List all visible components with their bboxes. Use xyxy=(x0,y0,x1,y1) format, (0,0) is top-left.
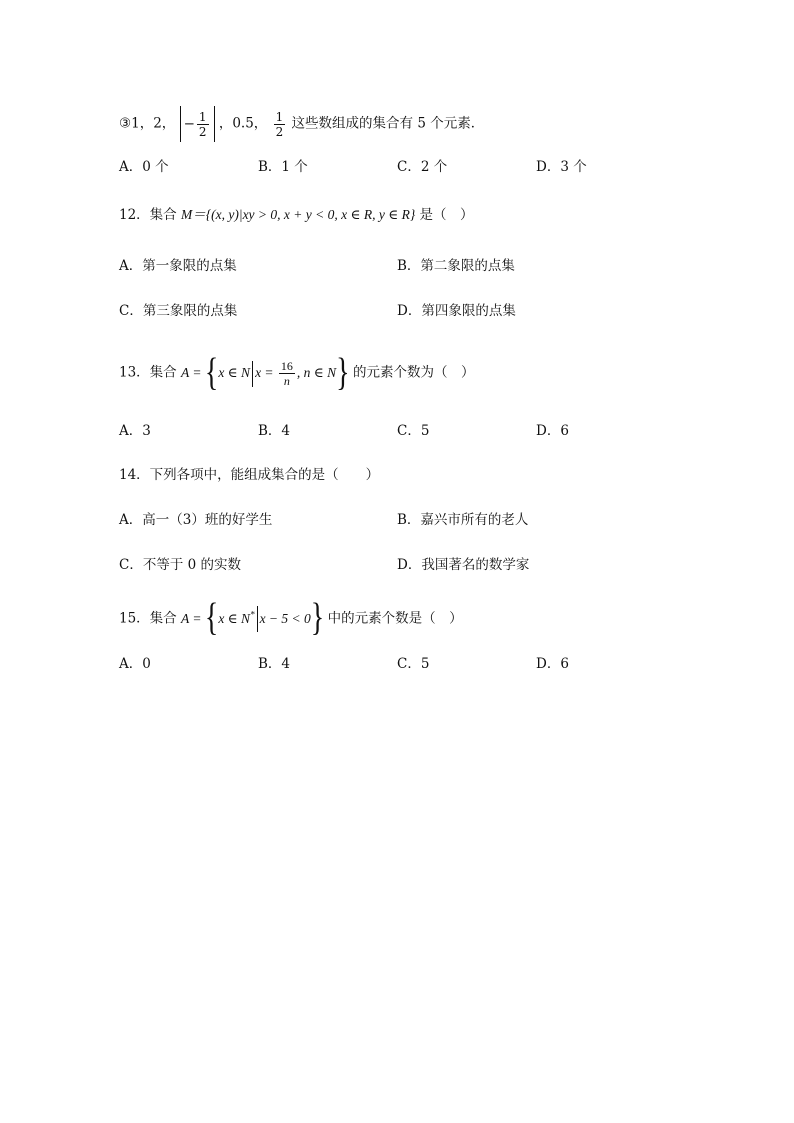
q15-option-c: C．5 xyxy=(397,656,430,672)
set-builder-bar xyxy=(252,361,253,387)
q12-stem xyxy=(119,205,474,225)
q15-suffix: 中的元素个数是（ ） xyxy=(327,610,463,627)
left-brace: { xyxy=(204,351,219,395)
q13-option-b: B．4 xyxy=(258,423,291,439)
q11-option-c: C．2 个 xyxy=(397,159,448,175)
right-brace: } xyxy=(336,351,350,395)
q15-option-d: D．6 xyxy=(536,656,569,672)
q15-option-b: B．4 xyxy=(258,656,291,672)
q13-prefix: 13．集合 xyxy=(119,364,177,381)
q13-option-c: C．5 xyxy=(397,423,430,439)
q14-stem: 14．下列各项中，能组成集合的是（ ） xyxy=(119,467,380,483)
q13-set-expression: A = {x ∈ N x = $\frac{16}{n}$ , n ∈ N} xyxy=(180,351,350,395)
q11-suffix: 这些数组成的集合有 5 个元素． xyxy=(291,115,485,132)
right-brace: } xyxy=(310,597,325,641)
set-builder-bar xyxy=(257,606,258,632)
q11-statement-3 xyxy=(119,106,484,142)
q11-prefix: ③1，2， xyxy=(119,115,176,132)
q12-option-a: A．第一象限的点集 xyxy=(119,258,237,274)
q13-option-d: D．6 xyxy=(536,423,569,439)
q15-set-expression: A = {x ∈ N* x − 5 < 0} xyxy=(180,597,325,641)
q11-mid: ，0.5， xyxy=(218,115,268,132)
q11-option-d: D．3 个 xyxy=(536,159,587,175)
fraction-half-abs: $\frac{1}{2}$ xyxy=(198,109,207,139)
q15-option-a: A．0 xyxy=(119,656,151,672)
fraction-16-over-n: $\frac{16}{n}$ xyxy=(280,359,293,388)
abs-neg-half: − $\frac{1}{2}$ xyxy=(180,106,215,142)
q12-set-expression: M＝{(x, y)|xy > 0, x + y < 0, x ∈ R, y ∈ R} xyxy=(180,207,416,222)
q14-option-c: C．不等于 0 的实数 xyxy=(119,557,242,573)
q15-stem xyxy=(119,597,463,641)
q12-prefix: 12．集合 xyxy=(119,207,177,223)
q12-option-d: D．第四象限的点集 xyxy=(397,303,516,319)
q14-option-b: B．嘉兴市所有的老人 xyxy=(397,512,529,528)
q14-option-a: A．高一（3）班的好学生 xyxy=(119,512,273,528)
q11-option-b: B．1 个 xyxy=(258,159,308,175)
q11-option-a: A．0 个 xyxy=(119,159,169,175)
left-brace: { xyxy=(204,597,219,641)
q13-suffix: 的元素个数为（ ） xyxy=(353,364,475,381)
q15-prefix: 15．集合 xyxy=(119,610,177,627)
fraction-half: $\frac{1}{2}$ xyxy=(275,109,284,139)
q13-option-a: A．3 xyxy=(119,423,151,439)
q12-suffix: 是（ ） xyxy=(419,207,474,223)
q14-option-d: D．我国著名的数学家 xyxy=(397,557,530,573)
q12-option-c: C．第三象限的点集 xyxy=(119,303,238,319)
q13-stem xyxy=(119,351,475,395)
q12-option-b: B．第二象限的点集 xyxy=(397,258,515,274)
